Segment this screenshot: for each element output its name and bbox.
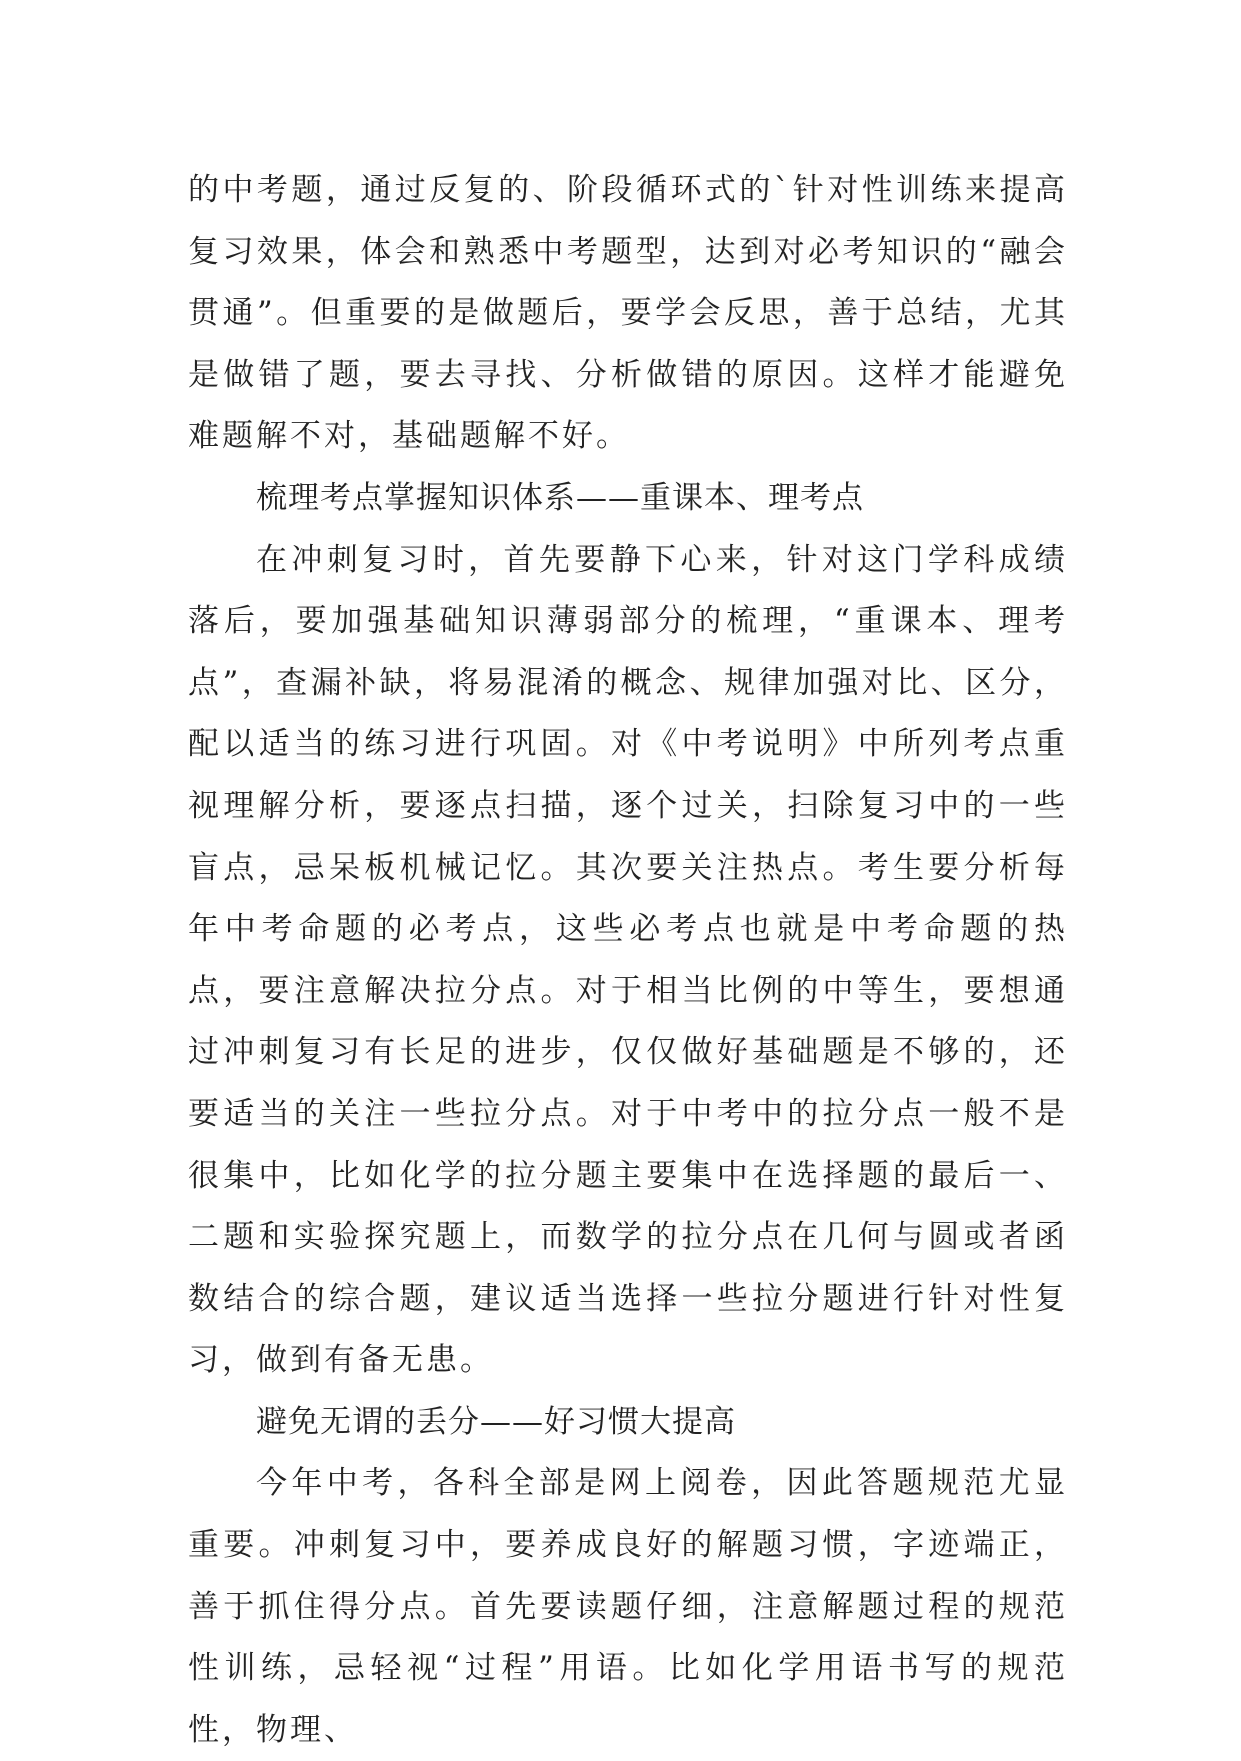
section-heading-review-points: 梳理考点掌握知识体系——重课本、理考点: [256, 479, 864, 516]
paragraph-review-points: 在冲刺复习时，首先要静下心来，针对这门学科成绩落后，要加强基础知识薄弱部分的梳理，“重课本、理考点”，查漏补缺，将易混淆的概念、规律加强对比、区分，配以适当的练习进行巩固。对《中考说明》中所列考点重视理解分析，要逐点扫描，逐个过关，扫除复习中的一些盲点，忌呆板机械记忆。其次要关注热点。考生要分析每年中考命题的必考点，这些必考点也就是中考命题的热点，要注意解决拉分点。对于相当比例的中等生，要想通过冲刺复习有长足的进步，仅仅做好基础题是不够的，还要适当的关注一些拉分点。对于中考中的拉分点一般不是很集中，比如化学的拉分题主要集中在选择题的最后一、二题和实验探究题上，而数学的拉分点在几何与圆或者函数结合的综合题，建议适当选择一些拉分题进行针对性复习，做到有备无患。: [188, 541, 1068, 1379]
section-heading-good-habits: 避免无谓的丢分——好习惯大提高: [256, 1403, 736, 1440]
paragraph-continuation: 的中考题，通过反复的、阶段循环式的`针对性训练来提高复习效果，体会和熟悉中考题型，达到对必考知识的“融会贯通”。但重要的是做题后，要学会反思，善于总结，尤其是做错了题，要去寻找、分析做错的原因。这样才能避免难题解不对，基础题解不好。: [188, 172, 1068, 455]
paragraph-good-habits: 今年中考，各科全部是网上阅卷，因此答题规范尤显重要。冲刺复习中，要养成良好的解题习惯，字迹端正，善于抓住得分点。首先要读题仔细，注意解题过程的规范性训练，忌轻视“过程”用语。比如化学用语书写的规范性，物理、: [188, 1465, 1068, 1748]
document-page: [188, 160, 1068, 1761]
